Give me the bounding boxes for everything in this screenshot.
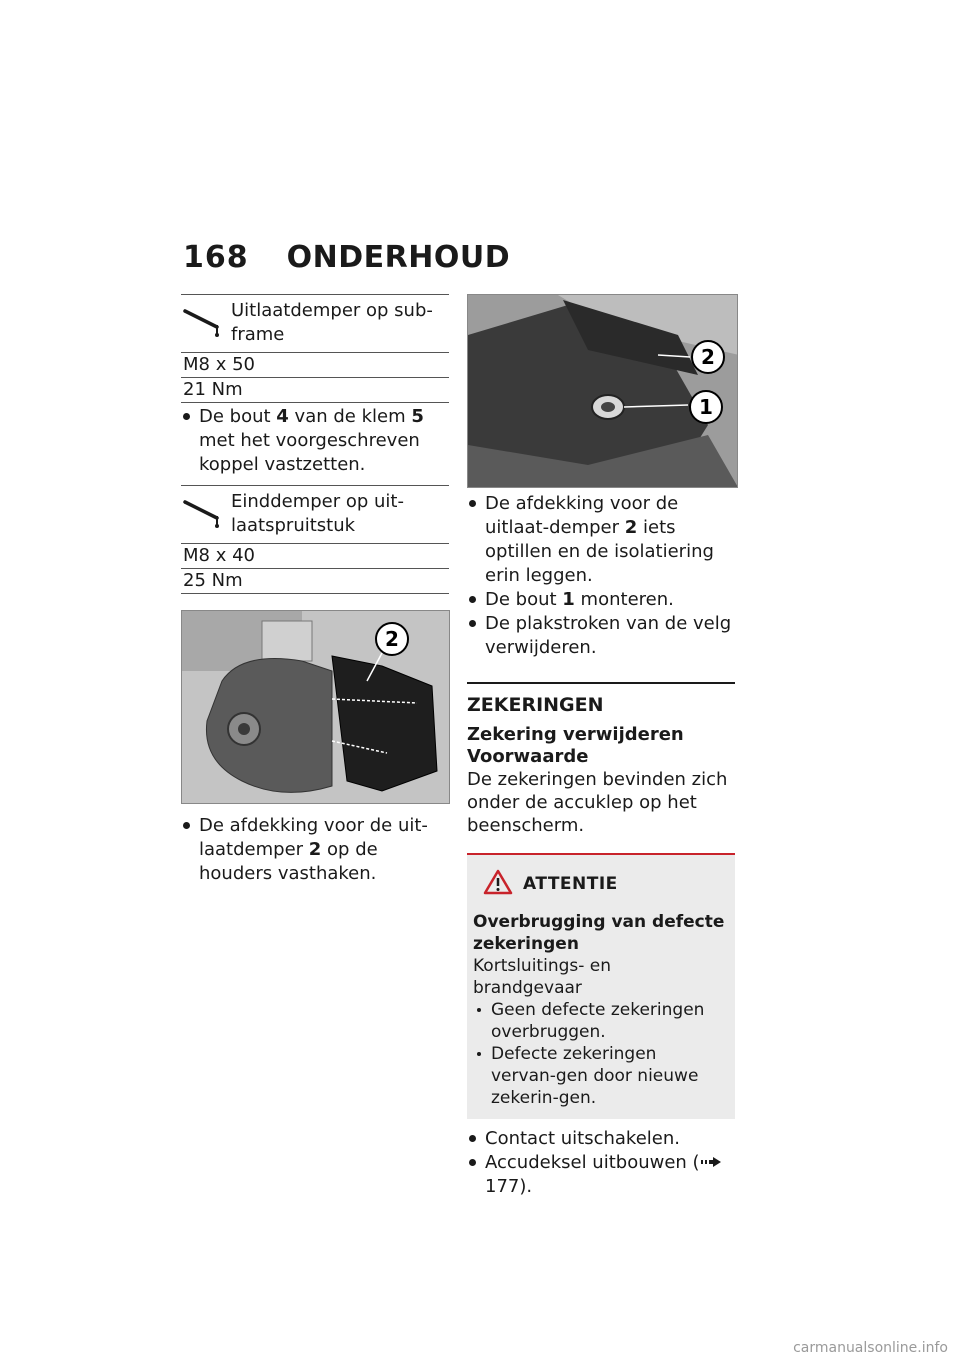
list-item: De bout 1 monteren.	[467, 588, 735, 612]
list-item: De afdekking voor de uit-laatdemper 2 op de houders vasthaken.	[181, 814, 449, 886]
watermark-text: carmanualsonline.info	[793, 1340, 948, 1356]
page-number: 168	[183, 240, 249, 275]
list-item: Geen defecte zekeringen overbruggen.	[473, 999, 725, 1043]
page-header	[183, 240, 510, 275]
step-list	[467, 1127, 735, 1199]
wrench-icon	[181, 488, 231, 532]
left-column	[181, 294, 449, 886]
list-item: Defecte zekeringen vervan-gen door nieuwe zekerin-gen.	[473, 1043, 725, 1109]
torque-value: 21 Nm	[181, 378, 449, 403]
list-item: Contact uitschakelen.	[467, 1127, 735, 1151]
list-item: Accudeksel uitbouwen ( 177).	[467, 1151, 735, 1199]
step-list	[467, 492, 735, 660]
subheading: Zekering verwijderen	[467, 724, 684, 745]
subheading: Voorwaarde	[467, 746, 589, 767]
exhaust-mount-figure	[467, 294, 738, 488]
callout-label: 2	[385, 627, 399, 651]
exhaust-cover-figure	[181, 610, 450, 804]
page-reference-arrow-icon	[700, 1152, 724, 1173]
wrench-icon	[181, 297, 231, 341]
torque-table-1	[181, 294, 449, 403]
list-item: De plakstroken van de velg verwijderen.	[467, 612, 735, 660]
list-item: De bout 4 van de klem 5 met het voorgeschreven koppel vastzetten.	[181, 405, 449, 477]
chapter-title: ONDERHOUD	[286, 240, 511, 275]
warning-box	[467, 853, 735, 1119]
callout-label: 2	[701, 345, 715, 369]
torque-value: 25 Nm	[181, 569, 449, 594]
paragraph: De zekeringen bevinden zich onder de accuklep op het beenscherm.	[467, 769, 728, 836]
callout-label: 1	[699, 395, 713, 419]
section-title: ZEKERINGEN	[467, 694, 604, 716]
warning-list	[473, 999, 725, 1109]
warning-triangle-icon	[483, 869, 513, 899]
step-list	[181, 405, 449, 477]
warning-text: Kortsluitings- en brandgevaar	[473, 956, 612, 998]
list-item: De afdekking voor de uitlaat-demper 2 iets optillen en de isolatiering erin leggen.	[467, 492, 735, 588]
warning-title: Overbrugging van defecte zekeringen	[473, 912, 725, 954]
torque-title: Uitlaatdemper op sub-frame	[231, 300, 433, 345]
torque-table-2	[181, 485, 449, 594]
section-divider	[467, 682, 735, 684]
step-list	[181, 814, 449, 886]
torque-title: Einddemper op uit-laatspruitstuk	[231, 491, 404, 536]
torque-size: M8 x 40	[181, 544, 449, 569]
right-column	[467, 294, 735, 1199]
warning-label: ATTENTIE	[523, 874, 618, 894]
torque-size: M8 x 50	[181, 353, 449, 378]
